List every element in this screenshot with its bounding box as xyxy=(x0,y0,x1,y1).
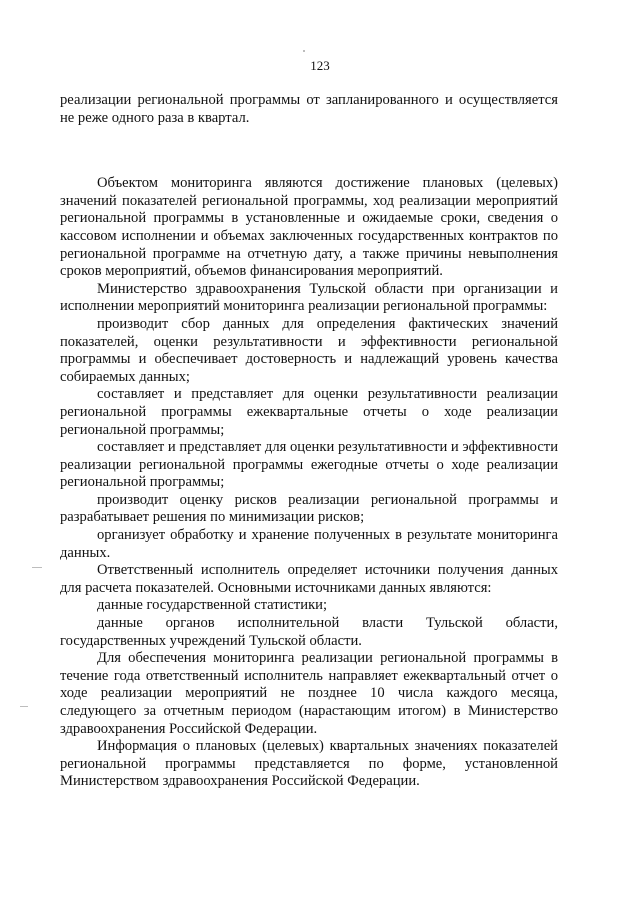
paragraph-gap xyxy=(60,127,558,175)
scan-mark xyxy=(32,567,42,568)
list-item-state-statistics: данные государственной статистики; xyxy=(97,597,328,614)
paragraph-planned-values: Информация о плановых (целевых) квартальных значениях показателей региональной программы представляется по форме, установленной Министерством здравоохранения Российской Федерации. xyxy=(60,738,558,790)
list-item-executive-bodies: данные органов исполнительной власти Тульской области, государственных учреждений Тульской области. xyxy=(60,615,558,649)
list-item-data-collection: производит сбор данных для определения фактических значений показателей, оценки результативности и эффективности региональной программы и обеспечивает достоверность и надлежащий уровень качества собираемых данных; xyxy=(60,315,558,385)
list-item-risk-assessment: производит оценку рисков реализации региональной программы и разрабатывает решения по минимизации рисков; xyxy=(60,491,558,526)
list-item-annual-reports: составляет и представляет для оценки результативности и эффективности реализации региональной программы ежегодные отчеты о ходе реализации региональной программы; xyxy=(60,439,558,491)
paragraph-ministry-duties-intro: Министерство здравоохранения Тульской области при организации и исполнении мероприятий мониторинга реализации региональной программы: xyxy=(60,280,558,315)
scan-mark xyxy=(303,50,305,52)
page-number: 123 xyxy=(310,58,330,73)
paragraph-quarterly-report: Для обеспечения мониторинга реализации региональной программы в течение года ответственный исполнитель направляет ежеквартальный отчет о ходе реализации мероприятий не позднее 10 числа каждого месяца, следующего за отчетным периодом (нарастающим итогом) в Министерство здравоохранения Российской Федерации. xyxy=(60,650,558,737)
paragraph-continuation: реализации региональной программы от запланированного и осуществляется не реже одного раза в квартал. xyxy=(60,92,558,126)
list-item-data-processing: организует обработку и хранение полученных в результате мониторинга данных. xyxy=(60,527,558,561)
document-body xyxy=(60,92,558,791)
list-item-quarterly-reports: составляет и представляет для оценки результативности реализации региональной программы ежеквартальные отчеты о ходе реализации региональной программы; xyxy=(60,386,558,438)
paragraph-data-sources-intro: Ответственный исполнитель определяет источники получения данных для расчета показателей. Основными источниками данных являются: xyxy=(60,562,558,596)
scan-mark xyxy=(20,706,28,707)
paragraph-monitoring-object: Объектом мониторинга являются достижение плановых (целевых) значений показателей региональной программы, ход реализации мероприятий региональной программы в установленные и ожидаемые сроки, сведения о кассовом исполнении и объемах заключенных государственных контрактов по региональной программе на отчетную дату, а также причины невыполнения сроков мероприятий, объемов финансирования мероприятий. xyxy=(60,175,558,280)
